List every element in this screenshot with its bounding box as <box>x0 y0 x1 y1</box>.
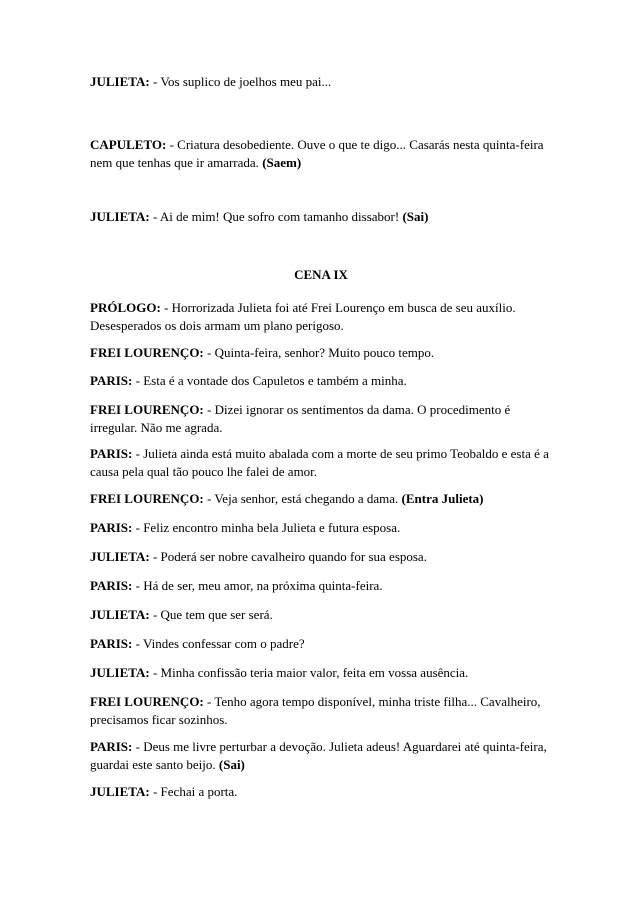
stage-direction: (Sai) <box>218 757 245 772</box>
speaker-name: FREI LOURENÇO: <box>90 694 204 709</box>
dialogue-text: - Vindes confessar com o padre? <box>132 636 305 651</box>
speaker-name: JULIETA: <box>90 665 150 680</box>
stage-direction: (Saem) <box>262 155 302 170</box>
speaker-name: PARIS: <box>90 520 133 535</box>
dialogue-text: - Horrorizada Julieta foi até Frei Lourenço em busca de seu auxílio. Desesperados os dois armam um plano perigoso. <box>90 300 516 333</box>
dialogue-line-julieta-2 <box>90 208 552 226</box>
speaker-name: FREI LOURENÇO: <box>90 491 204 506</box>
dialogue-text: - Ai de mim! Que sofro com tamanho dissabor! <box>149 209 403 224</box>
dialogue-line-paris-3 <box>90 519 552 537</box>
dialogue-text: - Julieta ainda está muito abalada com a morte de seu primo Teobaldo e esta é a causa pela qual tão pouco lhe falei de amor. <box>90 446 549 479</box>
speaker-name: JULIETA: <box>90 784 150 799</box>
dialogue-text: - Vos suplico de joelhos meu pai... <box>149 74 332 89</box>
dialogue-line-paris-5 <box>90 635 552 653</box>
stage-direction: (Sai) <box>402 209 429 224</box>
dialogue-line-frei-4 <box>90 693 552 729</box>
dialogue-text: - Há de ser, meu amor, na próxima quinta-feira. <box>132 578 383 593</box>
dialogue-text: - Tenho agora tempo disponível, minha triste filha... Cavalheiro, precisamos ficar sozinhos. <box>90 694 541 727</box>
dialogue-text: - Veja senhor, está chegando a dama. <box>203 491 402 506</box>
dialogue-line-frei-3 <box>90 490 552 508</box>
speaker-name: PARIS: <box>90 446 133 461</box>
dialogue-line-paris-1 <box>90 372 552 390</box>
speaker-name: JULIETA: <box>90 74 150 89</box>
stage-direction: (Entra Julieta) <box>401 491 484 506</box>
dialogue-text: - Que tem que ser será. <box>149 607 273 622</box>
speaker-name: PRÓLOGO: <box>90 300 161 315</box>
dialogue-line-julieta-4 <box>90 606 552 624</box>
dialogue-text: - Feliz encontro minha bela Julieta e futura esposa. <box>132 520 401 535</box>
speaker-name: PARIS: <box>90 578 133 593</box>
dialogue-line-julieta-6 <box>90 783 552 801</box>
dialogue-text: - Dizei ignorar os sentimentos da dama. O procedimento é irregular. Não me agrada. <box>90 402 511 435</box>
dialogue-line-julieta-1 <box>90 73 552 91</box>
dialogue-text: - Deus me livre perturbar a devoção. Julieta adeus! Aguardarei até quinta-feira, guardai este santo beijo. <box>90 739 547 772</box>
dialogue-line-julieta-5 <box>90 664 552 682</box>
dialogue-text: - Esta é a vontade dos Capuletos e também a minha. <box>132 373 407 388</box>
speaker-name: PARIS: <box>90 636 133 651</box>
speaker-name: FREI LOURENÇO: <box>90 402 204 417</box>
speaker-name: PARIS: <box>90 373 133 388</box>
dialogue-text: - Criatura desobediente. Ouve o que te digo... Casarás nesta quinta-feira nem que tenhas que ir amarrada. <box>90 137 544 170</box>
dialogue-line-paris-4 <box>90 577 552 595</box>
dialogue-text: - Quinta-feira, senhor? Muito pouco tempo. <box>203 345 435 360</box>
dialogue-text: - Minha confissão teria maior valor, feita em vossa ausência. <box>149 665 469 680</box>
dialogue-text: - Poderá ser nobre cavalheiro quando for sua esposa. <box>149 549 427 564</box>
speaker-name: JULIETA: <box>90 607 150 622</box>
speaker-name: PARIS: <box>90 739 133 754</box>
speaker-name: JULIETA: <box>90 549 150 564</box>
dialogue-line-julieta-3 <box>90 548 552 566</box>
dialogue-line-frei-1 <box>90 344 552 362</box>
dialogue-line-paris-2 <box>90 445 552 481</box>
dialogue-text: - Fechai a porta. <box>149 784 238 799</box>
dialogue-line-capuleto <box>90 136 552 172</box>
dialogue-line-frei-2 <box>90 401 552 437</box>
dialogue-line-paris-6 <box>90 738 552 774</box>
dialogue-line-prologo <box>90 299 552 335</box>
speaker-name: FREI LOURENÇO: <box>90 345 204 360</box>
speaker-name: CAPULETO: <box>90 137 167 152</box>
speaker-name: JULIETA: <box>90 209 150 224</box>
document-page <box>90 0 552 903</box>
scene-title: CENA IX <box>294 267 348 282</box>
